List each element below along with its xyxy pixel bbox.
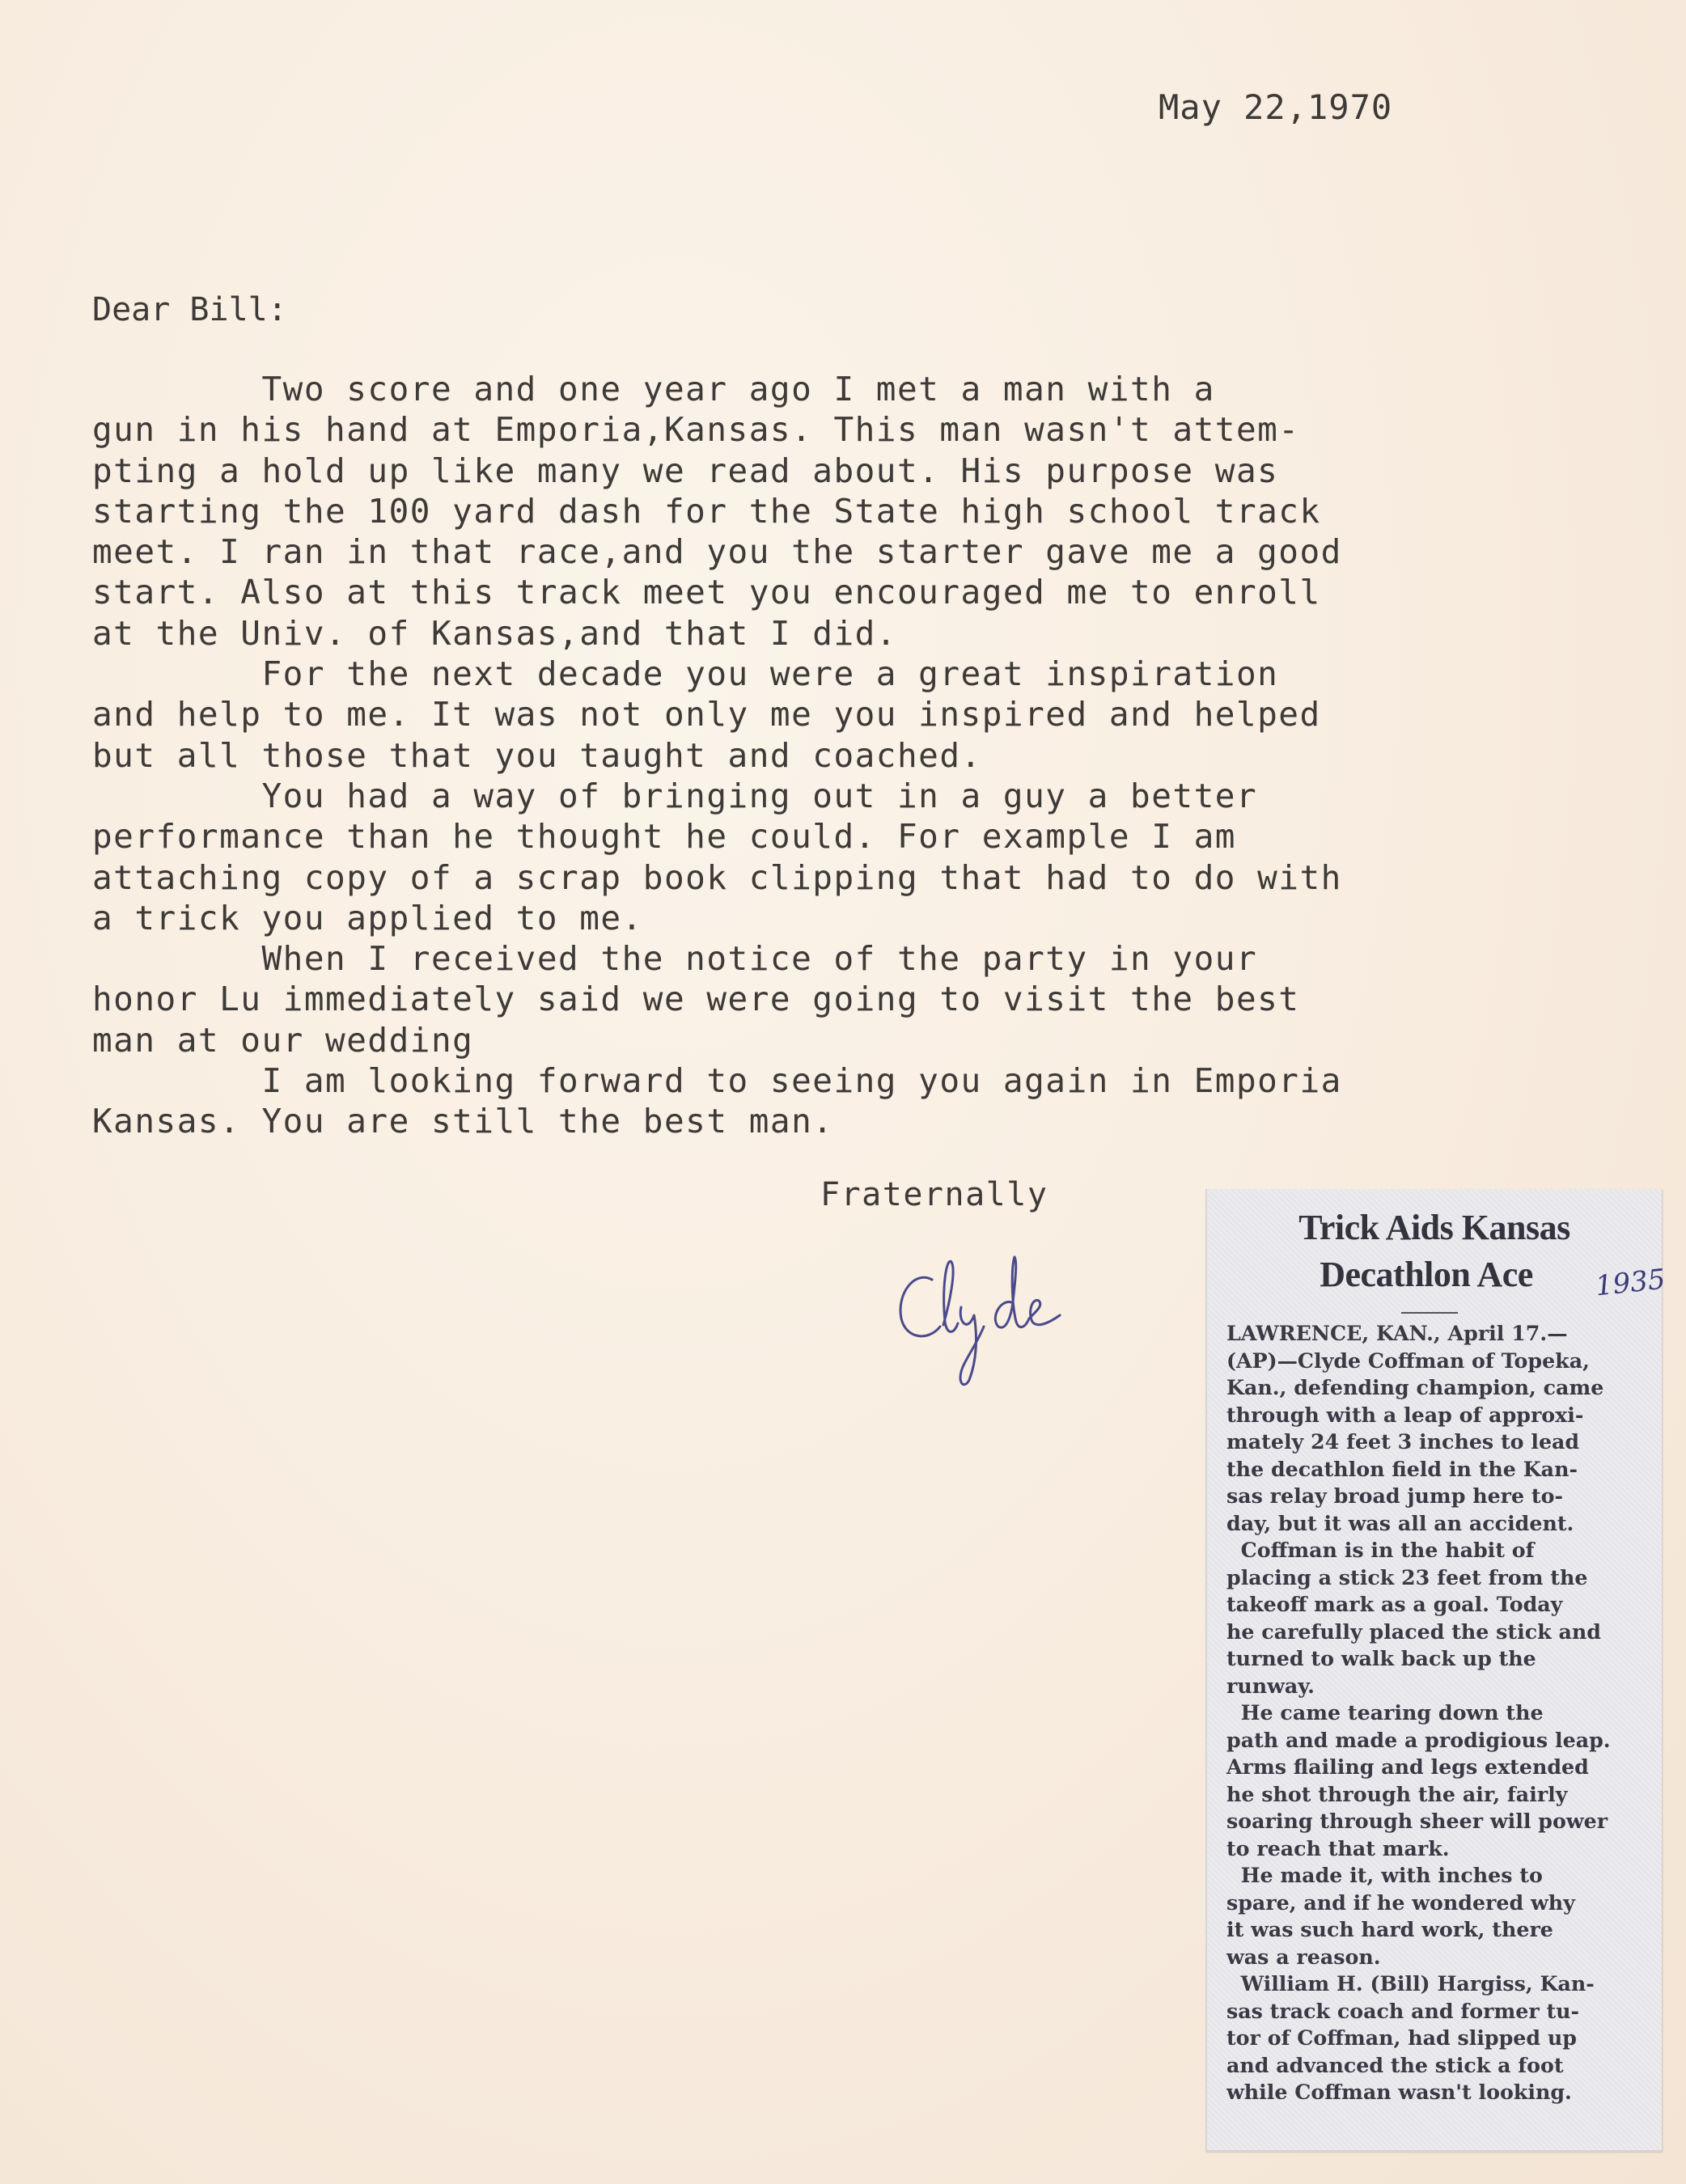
clipping-line: He came tearing down the (1226, 1700, 1544, 1725)
clipping-line: it was such hard work, there (1226, 1917, 1553, 1941)
letter-line: I am looking forward to seeing you again in Emporia (92, 1061, 1342, 1101)
newspaper-clipping (1205, 1189, 1667, 2152)
letter-line: a trick you applied to me. (92, 898, 643, 938)
letter-line: honor Lu immediately said we were going to visit the best (92, 980, 1300, 1019)
clipping-line: the decathlon field in the Kan- (1226, 1456, 1578, 1481)
clipping-line: while Coffman wasn't looking. (1226, 2080, 1572, 2104)
clipping-line: turned to walk back up the (1226, 1646, 1536, 1670)
clipping-line: path and made a prodigious leap. (1226, 1727, 1611, 1752)
clipping-line: LAWRENCE, KAN., April 17.— (1226, 1321, 1568, 1345)
clipping-line: Kan., defending champion, came (1226, 1375, 1604, 1399)
clipping-line: mately 24 feet 3 inches to lead (1226, 1429, 1580, 1454)
salutation: Dear Bill: (92, 291, 287, 328)
letter-line: You had a way of bringing out in a guy a better (92, 776, 1258, 815)
clipping-headline: Trick Aids Kansas (1298, 1208, 1570, 1247)
clipping-line: (AP)—Clyde Coffman of Topeka, (1226, 1348, 1590, 1373)
letter-line: For the next decade you were a great inspiration (92, 654, 1279, 694)
letter-line: and help to me. It was not only me you inspired and helped (92, 695, 1321, 734)
letter-line: Kansas. You are still the best man. (92, 1102, 834, 1141)
letter-line: gun in his hand at Emporia,Kansas. This man wasn't attem- (92, 410, 1300, 450)
clipping-line: soaring through sheer will power (1226, 1809, 1608, 1833)
clipping-line: placing a stick 23 feet from the (1226, 1564, 1588, 1589)
clipping-line: he carefully placed the stick and (1226, 1619, 1601, 1644)
clipping-line: He made it, with inches to (1226, 1863, 1543, 1887)
clipping-line: sas relay broad jump here to- (1226, 1484, 1563, 1508)
clipping-line: day, but it was all an accident. (1226, 1510, 1574, 1535)
letter-line: meet. I ran in that race,and you the starter gave me a good (92, 532, 1342, 572)
letter-line: pting a hold up like many we read about. His purpose was (92, 451, 1279, 490)
letter-line: man at our wedding (92, 1020, 474, 1060)
letter-line: performance than he thought he could. For example I am (92, 817, 1236, 857)
letter-body (92, 369, 1629, 1142)
clipping-line: sas track coach and former tu- (1226, 1998, 1580, 2023)
letter-line: at the Univ. of Kansas,and that I did. (92, 613, 897, 653)
letter-line: but all those that you taught and coached. (92, 735, 982, 775)
letter-line: attaching copy of a scrap book clipping that had to do with (92, 857, 1342, 897)
clipping-line: Arms flailing and legs extended (1226, 1754, 1589, 1779)
clipping-line: was a reason. (1226, 1944, 1381, 1969)
clipping-headline: Decathlon Ace (1320, 1255, 1533, 1294)
clipping-line: he shot through the air, fairly (1226, 1781, 1568, 1806)
signature (890, 1238, 1092, 1391)
letter-line: starting the 100 yard dash for the State high school track (92, 491, 1321, 531)
clipping-line: runway. (1226, 1673, 1315, 1698)
clipping-line: through with a leap of approxi- (1226, 1402, 1584, 1427)
clipping-line: tor of Coffman, had slipped up (1226, 2025, 1577, 2050)
clipping-line: Coffman is in the habit of (1226, 1538, 1535, 1562)
handwritten-year: 1935 (1594, 1263, 1667, 1303)
letter-date: May 22,1970 (1159, 87, 1393, 127)
clipping-body (1226, 1320, 1647, 2106)
letter-line: start. Also at this track meet you encouraged me to enroll (92, 573, 1321, 612)
clipping-line: to reach that mark. (1226, 1835, 1450, 1860)
clipping-line: takeoff mark as a goal. Today (1226, 1592, 1563, 1616)
clipping-line: and advanced the stick a foot (1226, 2052, 1564, 2077)
closing: Fraternally (820, 1176, 1048, 1213)
clipping-line: spare, and if he wondered why (1226, 1890, 1575, 1915)
clipping-line: William H. (Bill) Hargiss, Kan- (1226, 1971, 1595, 1996)
divider (1401, 1312, 1458, 1314)
letter-line: Two score and one year ago I met a man with a (92, 370, 1215, 408)
letter-line: When I received the notice of the party in your (92, 939, 1258, 979)
